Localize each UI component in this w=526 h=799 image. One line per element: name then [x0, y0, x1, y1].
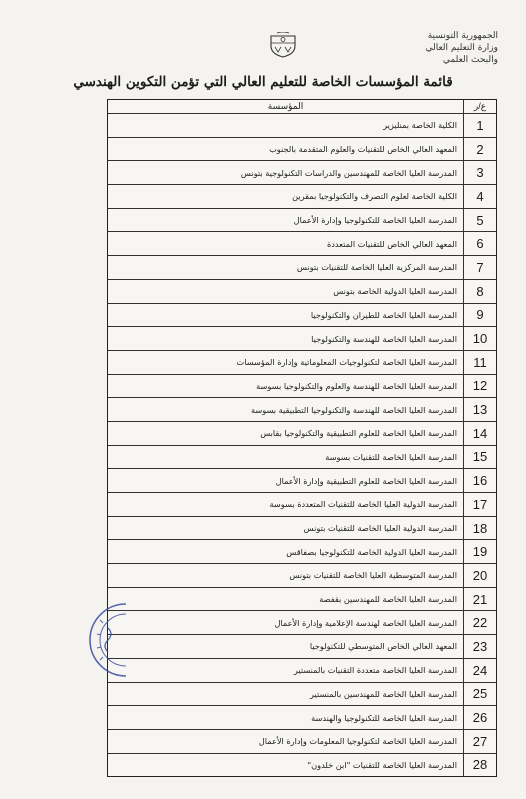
table-row: [108, 517, 496, 541]
institution-name: المدرسة العليا الخاصة للتقنيات "ابن خلدون": [307, 759, 457, 770]
header-number: ع/ر: [463, 100, 496, 113]
table-row: [108, 351, 496, 375]
table-row: [108, 635, 496, 659]
institution-name: المدرسة الدولية العليا الخاصة للتقنيات المتعددة بسوسة: [269, 499, 457, 510]
letterhead-line: الجمهورية التونسية: [427, 31, 498, 41]
institution-name: المدرسة العليا الخاصة للتكنولوجيا وإدارة الأعمال: [293, 215, 457, 226]
row-number: 24: [463, 659, 496, 682]
institution-name: المعهد العالي الخاص للتقنيات المتعددة: [326, 238, 457, 249]
row-number: 26: [463, 706, 496, 729]
row-number: 25: [463, 683, 496, 706]
institution-name: المدرسة العليا الخاصة لتكنولوجيا المعلومات وإدارة الأعمال: [258, 736, 457, 747]
table-row: [108, 138, 496, 162]
table-row: [108, 588, 496, 612]
institutions-table: [107, 99, 497, 777]
institution-name: المدرسة العليا الخاصة للعلوم التطبيقية والتكنولوجيا بقابس: [260, 428, 457, 439]
row-number: 16: [463, 469, 496, 492]
institution-name: المدرسة الدولية العليا الخاصة للتقنيات بتونس: [303, 523, 457, 534]
table-row: [108, 706, 496, 730]
row-number: 22: [463, 611, 496, 634]
table-row: [108, 469, 496, 493]
table-row: [108, 327, 496, 351]
institution-name: المعهد العالي الخاص للتقنيات والعلوم المتقدمة بالجنوب: [269, 144, 457, 155]
row-number: 15: [463, 446, 496, 469]
header-institution: المؤسسة: [267, 101, 304, 112]
page-title: قائمة المؤسسات الخاصة للتعليم العالي التي تؤمن التكوين الهندسي: [73, 74, 453, 90]
table-row: [108, 422, 496, 446]
table-row: [108, 540, 496, 564]
row-number: 27: [463, 730, 496, 753]
row-number: 7: [463, 256, 496, 279]
table-row: [108, 256, 496, 280]
institution-name: المدرسة العليا الخاصة للهندسة والتكنولوجيا التطبيقية بسوسة: [250, 404, 457, 415]
institution-name: الكلية الخاصة لعلوم التصرف والتكنولوجيا بمقرين: [292, 191, 457, 202]
row-number: 4: [463, 185, 496, 208]
table-row: [108, 398, 496, 422]
row-number: 8: [463, 280, 496, 303]
row-number: 21: [463, 588, 496, 611]
institution-name: المدرسة العليا الخاصة لتكنولوجيات المعلوماتية وإدارة المؤسسات: [236, 357, 457, 368]
institution-name: الكلية الخاصة بمنليزير: [383, 120, 457, 131]
institution-name: المدرسة العليا الخاصة للمهندسين والدراسات التكنولوجية بتونس: [240, 167, 457, 178]
row-number: 18: [463, 517, 496, 540]
institution-name: المدرسة المتوسطية العليا الخاصة للتقنيات بتونس: [289, 570, 457, 581]
letterhead: [378, 30, 498, 66]
table-row: [108, 209, 496, 233]
row-number: 13: [463, 398, 496, 421]
coat-of-arms-icon: [268, 32, 298, 58]
row-number: 9: [463, 304, 496, 327]
institution-name: المدرسة العليا الخاصة للهندسة والعلوم والتكنولوجيا بسوسة: [256, 380, 457, 391]
institution-name: المدرسة العليا الخاصة للعلوم التطبيقية وإدارة الأعمال: [275, 475, 457, 486]
row-number: 11: [463, 351, 496, 374]
table-row: [108, 683, 496, 707]
table-row: [108, 446, 496, 470]
row-number: 19: [463, 540, 496, 563]
row-number: 6: [463, 232, 496, 255]
table-row: [108, 730, 496, 754]
table-row: [108, 564, 496, 588]
institution-name: المعهد العالي الخاص المتوسطي للتكنولوجيا: [309, 641, 457, 652]
table-row: [108, 185, 496, 209]
table-body: [108, 114, 496, 776]
institution-name: المدرسة العليا الخاصة للهندسة والتكنولوجيا: [311, 333, 457, 344]
institution-name: المدرسة العليا الدولية الخاصة للتكنولوجيا بصفاقس: [286, 546, 457, 557]
table-row: [108, 611, 496, 635]
institution-name: المدرسة المركزية العليا الخاصة للتقنيات بتونس: [296, 262, 457, 273]
row-number: 3: [463, 161, 496, 184]
table-row: [108, 114, 496, 138]
row-number: 23: [463, 635, 496, 658]
letterhead-line: والبحث العلمي: [442, 55, 498, 65]
institution-name: المدرسة العليا الخاصة للمهندسين بقفصة: [319, 594, 457, 605]
row-number: 28: [463, 754, 496, 777]
row-number: 5: [463, 209, 496, 232]
institution-name: المدرسة العليا الخاصة متعددة التقنيات بالمنستير: [293, 665, 457, 676]
official-stamp-icon: [88, 600, 128, 680]
institution-name: المدرسة العليا الخاصة للتقنيات بسوسة: [325, 451, 457, 462]
table-row: [108, 280, 496, 304]
table-row: [108, 375, 496, 399]
table-row: [108, 232, 496, 256]
letterhead-line: وزارة التعليم العالي: [425, 43, 498, 53]
row-number: 2: [463, 138, 496, 161]
institution-name: المدرسة العليا الخاصة للتكنولوجيا والهندسة: [311, 712, 457, 723]
table-row: [108, 304, 496, 328]
row-number: 17: [463, 493, 496, 516]
table-header-row: [108, 100, 496, 114]
institution-name: المدرسة العليا الخاصة للطيران والتكنولوجيا: [310, 309, 457, 320]
row-number: 10: [463, 327, 496, 350]
row-number: 12: [463, 375, 496, 398]
table-row: [108, 493, 496, 517]
row-number: 20: [463, 564, 496, 587]
institution-name: المدرسة العليا الخاصة للمهندسين بالمنستير: [310, 688, 457, 699]
institution-name: المدرسة العليا الدولية الخاصة بتونس: [333, 286, 457, 297]
table-row: [108, 754, 496, 777]
row-number: 1: [463, 114, 496, 137]
table-row: [108, 659, 496, 683]
row-number: 14: [463, 422, 496, 445]
table-row: [108, 161, 496, 185]
institution-name: المدرسة العليا الخاصة لهندسة الإعلامية وإدارة الأعمال: [274, 617, 457, 628]
